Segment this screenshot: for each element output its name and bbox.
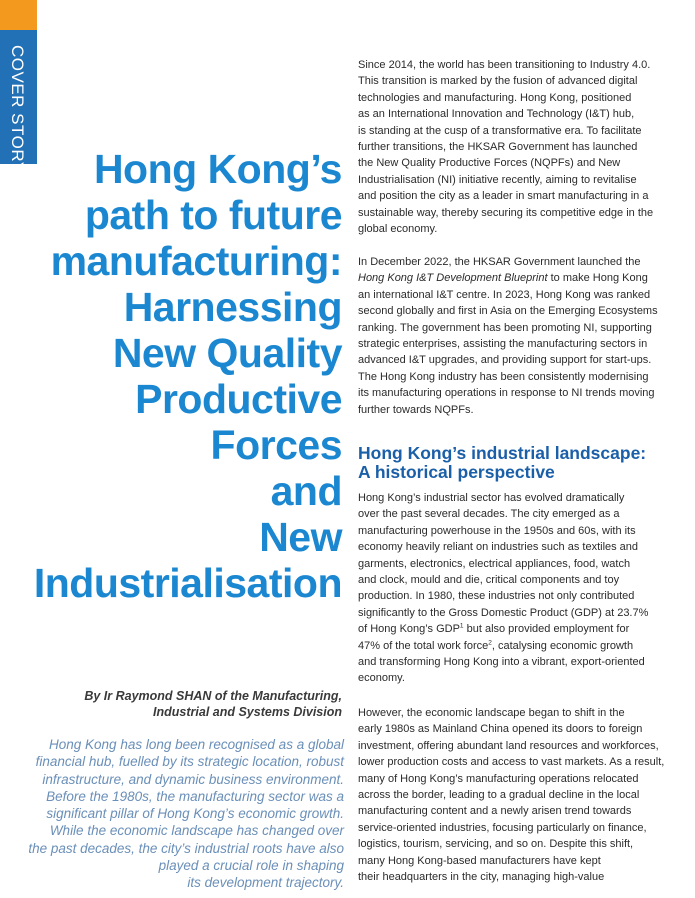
body-line: but also provided employment for bbox=[463, 623, 630, 636]
body-line: 47% of the total work force bbox=[358, 639, 489, 652]
footnote-marker[interactable]: 1 bbox=[459, 622, 464, 630]
body-line: to make Hong Kong bbox=[547, 272, 648, 285]
title-line: Harnessing bbox=[123, 284, 342, 330]
heading-line: Hong Kong’s industrial landscape: bbox=[358, 443, 647, 463]
body-line: Industrialisation (NI) initiative recently, aiming to revitalise bbox=[358, 173, 637, 186]
body-line: logistics, tourism, servicing, and so on. Despite this shift, bbox=[358, 838, 634, 851]
body-line: and clock, mould and die, critical components and toy bbox=[358, 574, 620, 587]
footnote-marker[interactable]: 2 bbox=[488, 639, 492, 646]
body-line: over the past several decades. The city emerged as a bbox=[358, 508, 620, 521]
title-line: Hong Kong’s bbox=[93, 146, 342, 192]
body-line: their headquarters in the city, managing high-value bbox=[358, 871, 605, 884]
body-paragraph-3 bbox=[358, 490, 680, 687]
body-line: sustainable way, thereby securing its competitive edge in the bbox=[358, 206, 654, 219]
byline-line: Industrial and Systems Division bbox=[153, 705, 342, 719]
title-line: New bbox=[259, 514, 342, 560]
body-line: economy heavily reliant on industries such as textiles and bbox=[358, 541, 639, 554]
body-line: Hong Kong’s industrial sector has evolved dramatically bbox=[358, 492, 625, 504]
body-line: However, the economic landscape began to shift in the bbox=[358, 707, 625, 719]
section-label: COVER STORY bbox=[8, 45, 27, 174]
title-line: manufacturing: bbox=[50, 238, 342, 284]
body-line: economy. bbox=[358, 672, 405, 685]
standfirst bbox=[28, 736, 344, 892]
standfirst-line: financial hub, fuelled by its strategic location, robust bbox=[35, 754, 344, 770]
body-paragraph-4 bbox=[358, 705, 680, 885]
standfirst-line: significant pillar of Hong Kong’s economic growth. bbox=[46, 806, 344, 822]
body-paragraph-1 bbox=[358, 57, 680, 237]
standfirst-line: Hong Kong has long been recognised as a global bbox=[49, 737, 344, 752]
blueprint-title: Hong Kong I&T Development Blueprint bbox=[358, 272, 548, 285]
author-byline bbox=[40, 688, 342, 720]
body-line: service-oriented industries, focusing particularly on finance, bbox=[358, 821, 647, 834]
standfirst-line: played a crucial role in shaping bbox=[158, 858, 344, 874]
title-line: New Quality bbox=[112, 330, 342, 376]
heading-line: A historical perspective bbox=[358, 462, 555, 482]
body-line: further towards NQPFs. bbox=[358, 403, 474, 416]
body-line: In December 2022, the HKSAR Government launched the bbox=[358, 256, 641, 268]
body-line: The Hong Kong industry has been consistently modernising bbox=[358, 370, 649, 383]
body-line: investment, offering abundant land resources and workforces, bbox=[358, 739, 659, 752]
body-line: Since 2014, the world has been transitioning to Industry 4.0. bbox=[358, 59, 651, 71]
title-line: Forces bbox=[210, 422, 342, 468]
body-line: significantly to the Gross Domestic Product (GDP) at 23.7% bbox=[358, 606, 649, 619]
section-heading bbox=[358, 444, 680, 482]
body-line: global economy. bbox=[358, 223, 438, 236]
body-line: further transitions, the HKSAR Government has launched bbox=[358, 141, 638, 154]
body-line: , catalysing economic growth bbox=[491, 639, 634, 652]
body-line: garments, electronics, electrical appliances, food, watch bbox=[358, 557, 631, 570]
body-line: production. In 1980, these industries not only contributed bbox=[358, 590, 635, 603]
standfirst-line: While the economic landscape has changed over bbox=[49, 823, 344, 839]
body-paragraph-2 bbox=[358, 254, 680, 418]
body-line: the New Quality Productive Forces (NQPFs) and New bbox=[358, 157, 621, 170]
body-line: many Hong Kong-based manufacturers have kept bbox=[358, 854, 601, 867]
body-line: lower production costs and access to vast markets. As a result, bbox=[358, 756, 665, 769]
body-line: early 1980s as Mainland China opened its doors to foreign bbox=[358, 723, 643, 736]
body-line: manufacturing content and a newly arisen trend towards bbox=[358, 805, 632, 818]
body-line: is standing at the cusp of a transformative era. To facilitate bbox=[358, 124, 642, 137]
standfirst-line: its development trajectory. bbox=[187, 875, 344, 891]
body-line: and position the city as a leader in smart manufacturing in a bbox=[358, 190, 649, 203]
body-line: many of Hong Kong’s manufacturing operations relocated bbox=[358, 772, 639, 785]
body-line: This transition is marked by the fusion of advanced digital bbox=[358, 75, 638, 88]
byline-line: By Ir Raymond SHAN of the Manufacturing, bbox=[84, 689, 342, 703]
title-line: Productive bbox=[135, 376, 342, 422]
orange-corner-tab bbox=[0, 0, 37, 30]
article-title bbox=[10, 146, 342, 606]
body-line: across the border, leading to a gradual decline in the local bbox=[358, 789, 640, 802]
body-line: advanced I&T upgrades, and providing support for start-ups. bbox=[358, 354, 652, 367]
title-line: and bbox=[270, 468, 342, 514]
body-line: and transforming Hong Kong into a vibrant, export-oriented bbox=[358, 656, 645, 669]
body-line: an international I&T centre. In 2023, Hong Kong was ranked bbox=[358, 288, 651, 301]
body-line: as an International Innovation and Technology (I&T) hub, bbox=[358, 108, 635, 121]
title-line: Industrialisation bbox=[33, 560, 342, 606]
title-line: path to future bbox=[84, 192, 342, 238]
body-line: ranking. The government has been promoting NI, supporting bbox=[358, 321, 652, 334]
body-line: technologies and manufacturing. Hong Kong, positioned bbox=[358, 91, 632, 104]
standfirst-line: Before the 1980s, the manufacturing sector was a bbox=[46, 788, 344, 804]
body-line: strategic enterprises, assisting the manufacturing sectors in bbox=[358, 338, 648, 351]
body-line: of Hong Kong’s GDP bbox=[358, 623, 460, 636]
standfirst-line: the past decades, the city’s industrial roots have also bbox=[28, 840, 344, 856]
body-line: manufacturing powerhouse in the 1950s and 60s, with its bbox=[358, 524, 636, 537]
standfirst-line: infrastructure, and dynamic business environment. bbox=[42, 771, 344, 787]
body-line: its manufacturing operations in response to NI trends moving bbox=[358, 387, 655, 400]
body-line: second globally and first in Asia on the Emerging Ecosystems bbox=[358, 305, 658, 318]
